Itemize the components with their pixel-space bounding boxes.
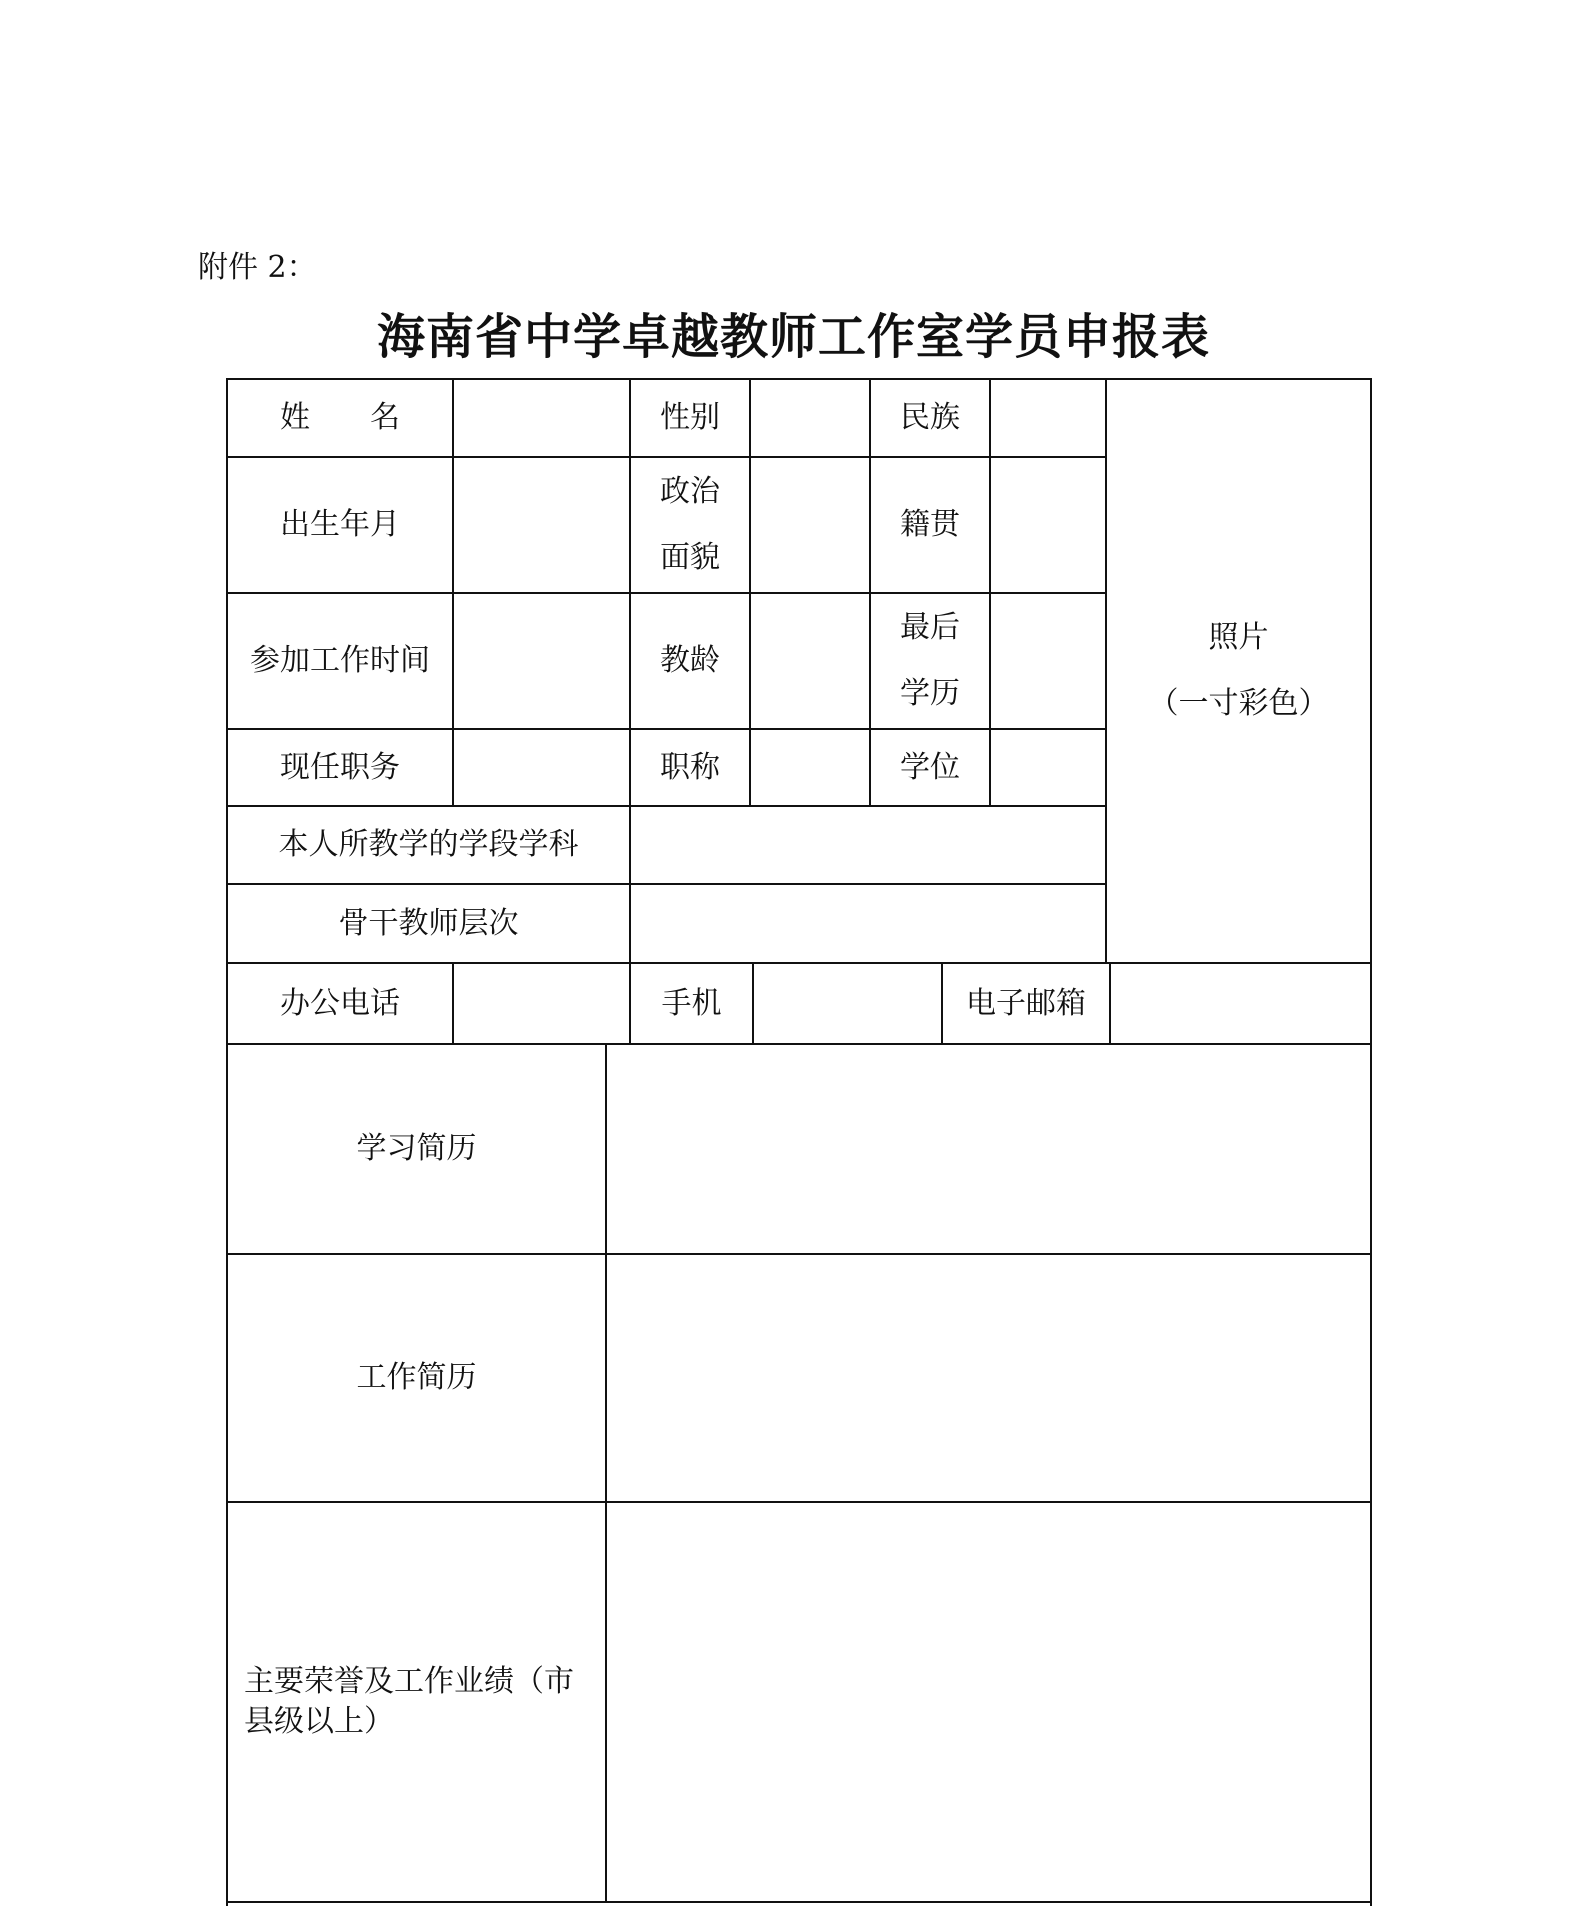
mobile-field[interactable] bbox=[754, 964, 941, 1043]
gender-field[interactable] bbox=[751, 380, 869, 456]
ethnicity-label: 民族 bbox=[900, 400, 960, 435]
education-field[interactable] bbox=[991, 594, 1105, 728]
position-field[interactable] bbox=[454, 730, 629, 805]
work-history-field[interactable] bbox=[607, 1255, 1370, 1501]
teaching-years-label: 教龄 bbox=[660, 643, 720, 678]
name-label: 姓 名 bbox=[280, 400, 400, 435]
title-field[interactable] bbox=[751, 730, 869, 805]
subject-label: 本人所教学的学段学科 bbox=[278, 827, 579, 862]
honors-field[interactable] bbox=[607, 1503, 1370, 1901]
title-label: 职称 bbox=[660, 749, 720, 785]
political-label-line1: 政治 bbox=[660, 474, 720, 509]
honors-label: 主要荣誉及工作业绩（市县级以上） bbox=[244, 1664, 574, 1739]
form-title: 海南省中学卓越教师工作室学员申报表 bbox=[376, 309, 1210, 365]
position-label: 现任职务 bbox=[280, 749, 400, 785]
photo-size-note: （一寸彩色） bbox=[1148, 686, 1329, 721]
backbone-level-field[interactable] bbox=[631, 885, 1105, 962]
native-place-field[interactable] bbox=[991, 458, 1105, 592]
name-field[interactable] bbox=[454, 380, 629, 456]
application-form bbox=[226, 378, 1372, 1906]
education-label-line2: 学历 bbox=[900, 676, 960, 711]
native-place-label: 籍贯 bbox=[900, 507, 960, 542]
email-label: 电子邮箱 bbox=[966, 985, 1086, 1021]
gender-label: 性别 bbox=[660, 400, 720, 435]
degree-label: 学位 bbox=[900, 749, 960, 785]
annex-label: 附件 2： bbox=[198, 250, 317, 285]
birth-label: 出生年月 bbox=[280, 507, 400, 542]
study-history-label: 学习简历 bbox=[356, 1131, 477, 1166]
email-field[interactable] bbox=[1111, 964, 1370, 1043]
education-label-line1: 最后 bbox=[900, 610, 960, 645]
political-field[interactable] bbox=[751, 458, 869, 592]
office-phone-field[interactable] bbox=[454, 964, 629, 1043]
row-divider bbox=[228, 1901, 1370, 1903]
backbone-level-label: 骨干教师层次 bbox=[338, 905, 519, 941]
degree-field[interactable] bbox=[991, 730, 1105, 805]
teaching-years-field[interactable] bbox=[751, 594, 869, 728]
work-start-label: 参加工作时间 bbox=[250, 643, 430, 678]
study-history-field[interactable] bbox=[607, 1045, 1370, 1253]
birth-field[interactable] bbox=[454, 458, 629, 592]
office-phone-label: 办公电话 bbox=[280, 985, 400, 1021]
photo-label: 照片 bbox=[1208, 620, 1269, 655]
work-history-label: 工作简历 bbox=[356, 1360, 477, 1395]
mobile-label: 手机 bbox=[661, 985, 722, 1021]
work-start-field[interactable] bbox=[454, 594, 629, 728]
political-label bbox=[631, 458, 749, 592]
education-label bbox=[871, 594, 989, 728]
political-label-line2: 面貌 bbox=[660, 540, 720, 575]
ethnicity-field[interactable] bbox=[991, 380, 1105, 456]
subject-field[interactable] bbox=[631, 807, 1105, 883]
photo-placeholder[interactable] bbox=[1107, 380, 1370, 962]
